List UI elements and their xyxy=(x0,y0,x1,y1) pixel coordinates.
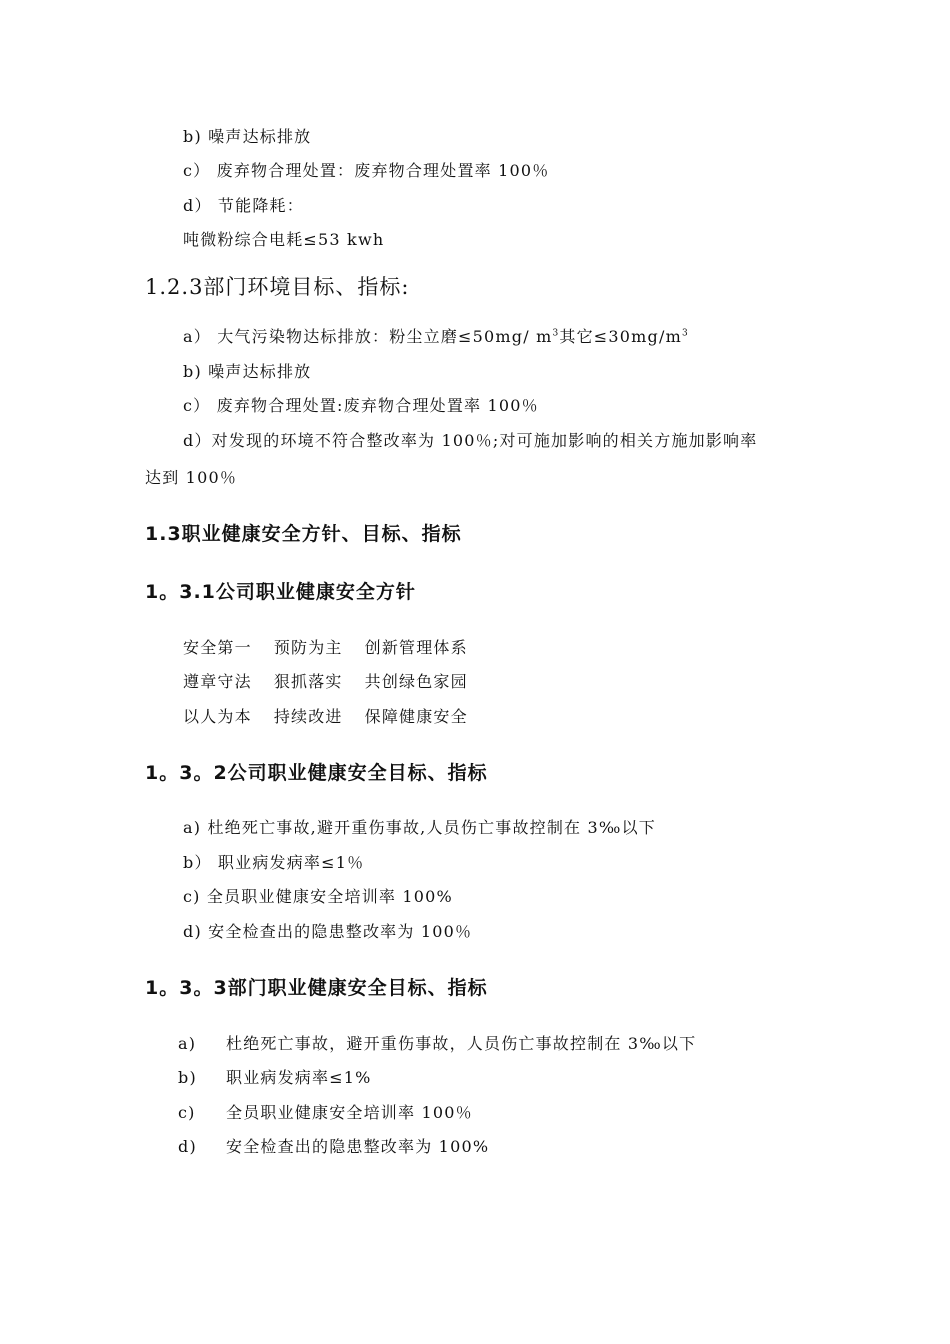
heading-1-3: 1.3职业健康安全方针、目标、指标 xyxy=(145,523,462,545)
dept-env-item-a-text-2: 其它≤30mg/m xyxy=(559,327,682,346)
policy-phrase: 以人为本 xyxy=(183,707,252,726)
heading-1-3-3: 1。3。3部门职业健康安全目标、指标 xyxy=(145,977,488,999)
policy-phrase: 安全第一 xyxy=(183,638,252,657)
superscript: 3 xyxy=(681,328,689,339)
env-item-c: c） 废弃物合理处置：废弃物合理处置率 100％ xyxy=(183,161,550,180)
dept-target-text: 安全检查出的隐患整改率为 100% xyxy=(226,1137,490,1156)
dept-env-item-a xyxy=(183,327,689,347)
policy-phrase: 预防为主 xyxy=(273,638,343,657)
list-marker: b) xyxy=(178,1068,197,1087)
env-item-d: d） 节能降耗： xyxy=(183,196,304,215)
policy-phrase: 创新管理体系 xyxy=(364,638,468,657)
env-item-b: b) 噪声达标排放 xyxy=(183,127,312,146)
dept-target-c xyxy=(178,1103,473,1123)
company-target-c: c) 全员职业健康安全培训率 100% xyxy=(183,887,453,906)
policy-phrase: 狠抓落实 xyxy=(273,672,343,691)
dept-target-text: 全员职业健康安全培训率 100％ xyxy=(226,1103,473,1122)
dept-env-item-d-cont: 达到 100％ xyxy=(145,468,238,487)
dept-env-item-b: b) 噪声达标排放 xyxy=(183,362,312,381)
policy-phrase: 共创绿色家园 xyxy=(364,672,468,691)
company-target-b: b） 职业病发病率≤1％ xyxy=(183,853,365,872)
policy-phrase: 遵章守法 xyxy=(183,672,252,691)
dept-env-item-c: c） 废弃物合理处置:废弃物合理处置率 100％ xyxy=(183,396,539,415)
policy-line-2 xyxy=(183,672,468,692)
list-marker: a) xyxy=(178,1034,197,1053)
dept-target-d xyxy=(178,1137,489,1157)
list-marker: c) xyxy=(178,1103,196,1122)
dept-env-item-d: d）对发现的环境不符合整改率为 100％;对可施加影响的相关方施加影响率 xyxy=(183,431,758,450)
dept-target-text: 职业病发病率≤1% xyxy=(226,1068,372,1087)
dept-env-item-a-text: a） 大气污染物达标排放：粉尘立磨≤50mg/ m xyxy=(183,327,553,346)
company-target-d: d) 安全检查出的隐患整改率为 100％ xyxy=(183,922,473,941)
policy-phrase: 保障健康安全 xyxy=(364,707,468,726)
policy-line-3 xyxy=(183,707,468,727)
dept-target-b xyxy=(178,1068,372,1088)
heading-1-2-3: 1.2.3部门环境目标、指标: xyxy=(145,275,410,299)
dept-target-a xyxy=(178,1034,696,1054)
list-marker: d) xyxy=(178,1137,197,1156)
company-target-a: a) 杜绝死亡事故,避开重伤事故,人员伤亡事故控制在 3‰以下 xyxy=(183,818,656,837)
env-item-d-detail: 吨微粉综合电耗≤53 kwh xyxy=(183,230,385,249)
heading-1-3-1: 1。3.1公司职业健康安全方针 xyxy=(145,581,416,603)
policy-line-1 xyxy=(183,638,468,658)
heading-1-3-2: 1。3。2公司职业健康安全目标、指标 xyxy=(145,762,488,784)
dept-target-text: 杜绝死亡事故，避开重伤事故，人员伤亡事故控制在 3‰以下 xyxy=(226,1034,697,1053)
superscript: 3 xyxy=(552,328,560,339)
policy-phrase: 持续改进 xyxy=(273,707,343,726)
